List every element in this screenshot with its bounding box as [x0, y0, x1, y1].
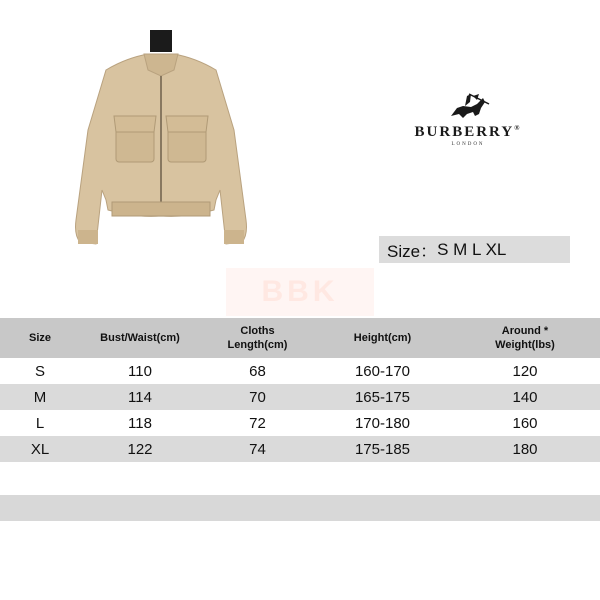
- cell-height: 170-180: [315, 410, 450, 436]
- header-weight: Around * Weight(lbs): [450, 318, 600, 358]
- header-cloths-length: Cloths Length(cm): [200, 318, 315, 358]
- cell-weight: 140: [450, 384, 600, 410]
- cell-size: M: [0, 384, 80, 410]
- table-row: [0, 410, 600, 436]
- cell-bust-waist: 118: [80, 410, 200, 436]
- cell-weight: 180: [450, 436, 600, 462]
- cell-length: 68: [200, 358, 315, 384]
- watermark: BBK: [226, 268, 374, 316]
- jacket-image: [66, 30, 256, 255]
- brand-logo-block: [398, 92, 538, 152]
- cell-bust-waist: 110: [80, 358, 200, 384]
- sizes-label: Size：: [387, 242, 438, 261]
- cell-height: 160-170: [315, 358, 450, 384]
- brand-subtitle: LONDON: [451, 142, 485, 147]
- brand-name: BURBERRY®: [414, 124, 522, 140]
- header-bust-waist: Bust/Waist(cm): [80, 318, 200, 358]
- cell-size: L: [0, 410, 80, 436]
- size-chart-table: [0, 318, 600, 462]
- header-height: Height(cm): [315, 318, 450, 358]
- table-row: [0, 358, 600, 384]
- cell-height: 165-175: [315, 384, 450, 410]
- equestrian-knight-icon: [443, 92, 493, 122]
- cell-length: 72: [200, 410, 315, 436]
- cell-length: 70: [200, 384, 315, 410]
- cell-weight: 120: [450, 358, 600, 384]
- table-row: [0, 384, 600, 410]
- cell-weight: 160: [450, 410, 600, 436]
- table-header-row: [0, 318, 600, 358]
- cell-height: 175-185: [315, 436, 450, 462]
- cell-size: XL: [0, 436, 80, 462]
- cell-size: S: [0, 358, 80, 384]
- cell-bust-waist: 114: [80, 384, 200, 410]
- sizes-values: S M L XL: [437, 239, 507, 259]
- table-row: [0, 436, 600, 462]
- cell-length: 74: [200, 436, 315, 462]
- available-sizes-bar: [379, 236, 570, 263]
- footer-bar: [0, 495, 600, 521]
- cell-bust-waist: 122: [80, 436, 200, 462]
- header-size: Size: [0, 318, 80, 358]
